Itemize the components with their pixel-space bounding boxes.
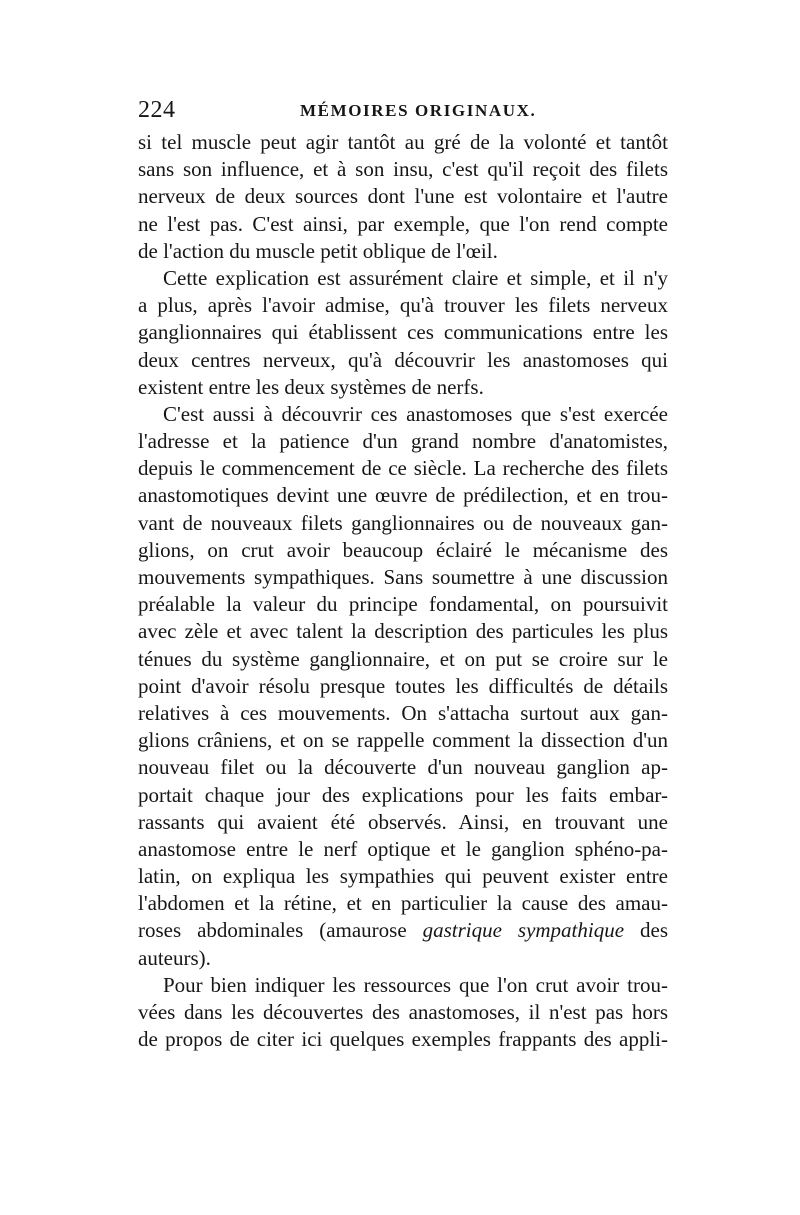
text-line: Pour bien indiquer les ressources que l'on crut avoir trou- xyxy=(163,972,668,997)
text-line: l'adresse et la patience d'un grand nombre d'anatomistes, xyxy=(138,429,668,454)
text-line: glions, on crut avoir beaucoup éclairé le mécanisme des xyxy=(138,537,668,562)
text-line: existent entre les deux systèmes de nerfs. xyxy=(138,374,484,399)
text-line: auteurs). xyxy=(138,945,211,970)
text-line: portait chaque jour des explications pour les faits embar- xyxy=(138,782,668,807)
text-line: anastomotiques devint une œuvre de prédilection, et en trou- xyxy=(138,483,668,508)
text-line: latin, on expliqua les sympathies qui peuvent exister entre xyxy=(138,864,668,889)
text-line-with-italic xyxy=(138,917,668,944)
text-line: de propos de citer ici quelques exemples frappants des appli- xyxy=(138,1027,668,1052)
text-line: ganglionnaires qui établissent ces communications entre les xyxy=(138,320,668,345)
text-line: deux centres nerveux, qu'à découvrir les anastomoses qui xyxy=(138,347,668,372)
text-line: anastomose entre le nerf optique et le ganglion sphéno-pa- xyxy=(138,836,668,861)
text-line: sans son influence, et à son insu, c'est qu'il reçoit des filets xyxy=(138,157,668,182)
text-line: C'est aussi à découvrir ces anastomoses que s'est exercée xyxy=(163,401,668,426)
text-line: ne l'est pas. C'est ainsi, par exemple, que l'on rend compte xyxy=(138,211,668,236)
text-line: depuis le commencement de ce siècle. La recherche des filets xyxy=(138,456,668,481)
text-line: vées dans les découvertes des anastomoses, il n'est pas hors xyxy=(138,1000,668,1024)
page-header xyxy=(138,95,668,125)
text-line: nerveux de deux sources dont l'une est volontaire et l'autre xyxy=(138,184,668,209)
text-line: Cette explication est assurément claire et simple, et il n'y xyxy=(163,265,668,290)
text-line: avec zèle et avec talent la description des particules les plus xyxy=(138,619,668,644)
text-line: rassants qui avaient été observés. Ainsi, en trouvant une xyxy=(138,809,668,834)
text-line: a plus, après l'avoir admise, qu'à trouver les filets nerveux xyxy=(138,293,668,318)
text-line: nouveau filet ou la découverte d'un nouveau ganglion ap- xyxy=(138,755,668,780)
body-text xyxy=(138,129,668,1053)
text-segment: roses abdominales (amaurose xyxy=(138,918,407,943)
text-line: glions crâniens, et on se rappelle comment la dissection d'un xyxy=(138,728,668,753)
italic-phrase: gastrique sympathique xyxy=(422,918,625,943)
page-number: 224 xyxy=(138,97,176,123)
text-line: point d'avoir résolu presque toutes les difficultés de détails xyxy=(138,673,668,698)
text-line: ténues du système ganglionnaire, et on put se croire sur le xyxy=(138,646,668,671)
text-line: l'abdomen et la rétine, et en particulier la cause des amau- xyxy=(138,891,668,916)
text-line: si tel muscle peut agir tantôt au gré de la volonté et tantôt xyxy=(138,130,668,154)
text-line: vant de nouveaux filets ganglionnaires ou de nouveaux gan- xyxy=(138,510,668,535)
text-line: préalable la valeur du principe fondamental, on poursuivit xyxy=(138,592,668,617)
text-line: de l'action du muscle petit oblique de l'œil. xyxy=(138,238,498,263)
text-segment: des xyxy=(640,918,668,943)
text-line: relatives à ces mouvements. On s'attacha surtout aux gan- xyxy=(138,700,668,725)
text-line: mouvements sympathiques. Sans soumettre à une discussion xyxy=(138,565,668,589)
running-title: MÉMOIRES ORIGINAUX. xyxy=(300,101,537,120)
